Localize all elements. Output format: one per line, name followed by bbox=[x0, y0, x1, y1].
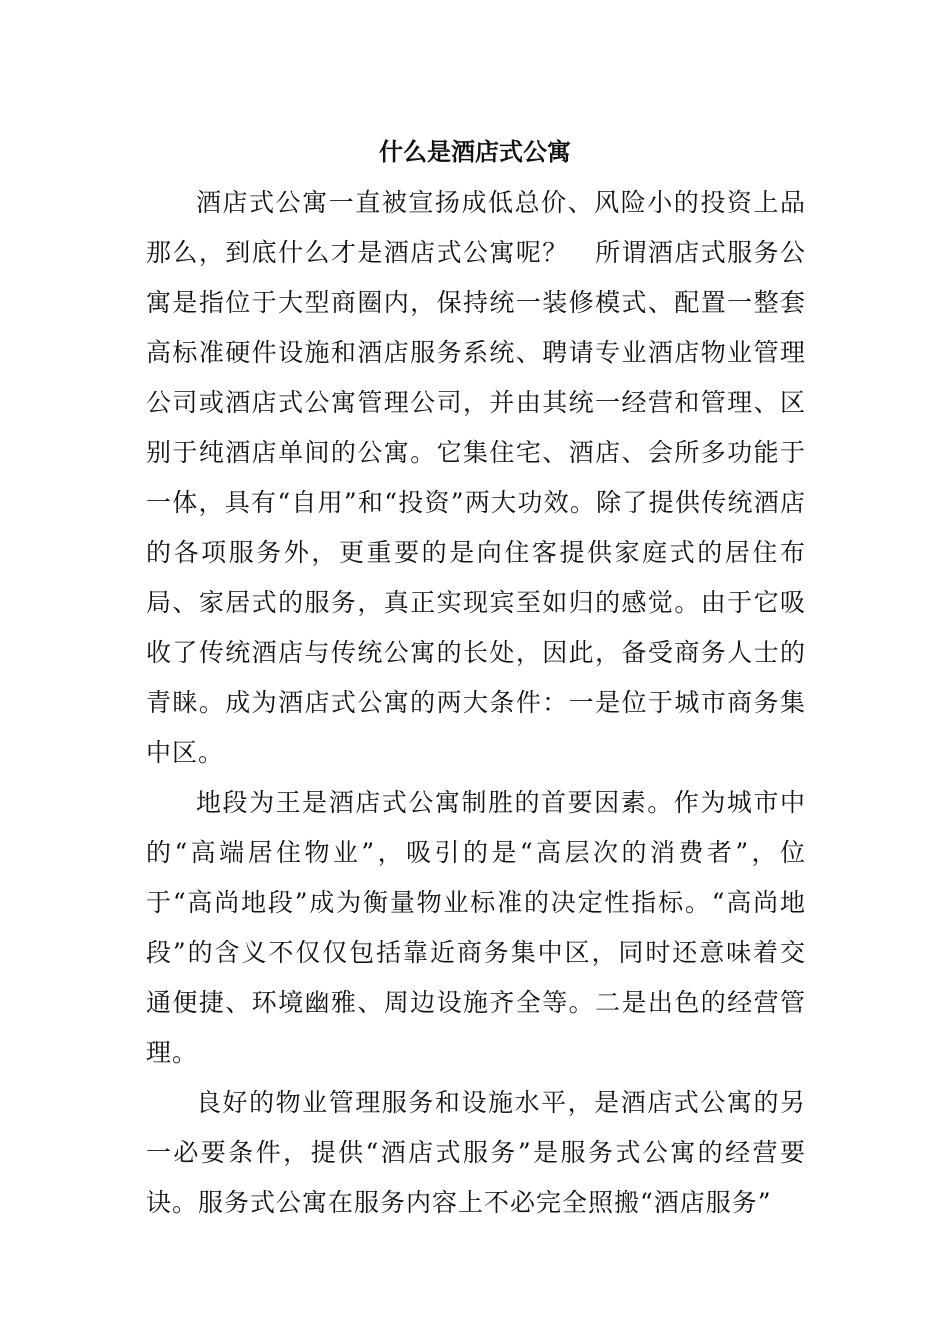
document-title: 什么是酒店式公寓 bbox=[379, 138, 571, 166]
paragraph: 良好的物业管理服务和设施水平，是酒店式公寓的另一必要条件，提供“酒店式服务”是服务式公寓的经营要诀。服务式公寓在服务内容上不必完全照搬“酒店服务” bbox=[146, 1088, 806, 1217]
document-body bbox=[146, 178, 806, 1228]
paragraph: 地段为王是酒店式公寓制胜的首要因素。作为城市中的“高端居住物业”，吸引的是“高层次的消费者”，位于“高尚地段”成为衡量物业标准的决定性指标。“高尚地段”的含义不仅仅包括靠近商务集中区，同时还意味着交通便捷、环境幽雅、周边设施齐全等。二是出色的经营管理。 bbox=[146, 788, 806, 1067]
paragraph: 酒店式公寓一直被宣扬成低总价、风险小的投资上品那么，到底什么才是酒店式公寓呢？ 所谓酒店式服务公寓是指位于大型商圈内，保持统一装修模式、配置一整套高标准硬件设施和酒店服务系统、聘请专业酒店物业管理公司或酒店式公寓管理公司，并由其统一经营和管理、区别于纯酒店单间的公寓。它集住宅、酒店、会所多功能于一体，具有“自用”和“投资”两大功效。除了提供传统酒店的各项服务外，更重要的是向住客提供家庭式的居住布局、家居式的服务，真正实现宾至如归的感觉。由于它吸收了传统酒店与传统公寓的长处，因此，备受商务人士的青睐。成为酒店式公寓的两大条件：一是位于城市商务集中区。 bbox=[146, 188, 806, 767]
